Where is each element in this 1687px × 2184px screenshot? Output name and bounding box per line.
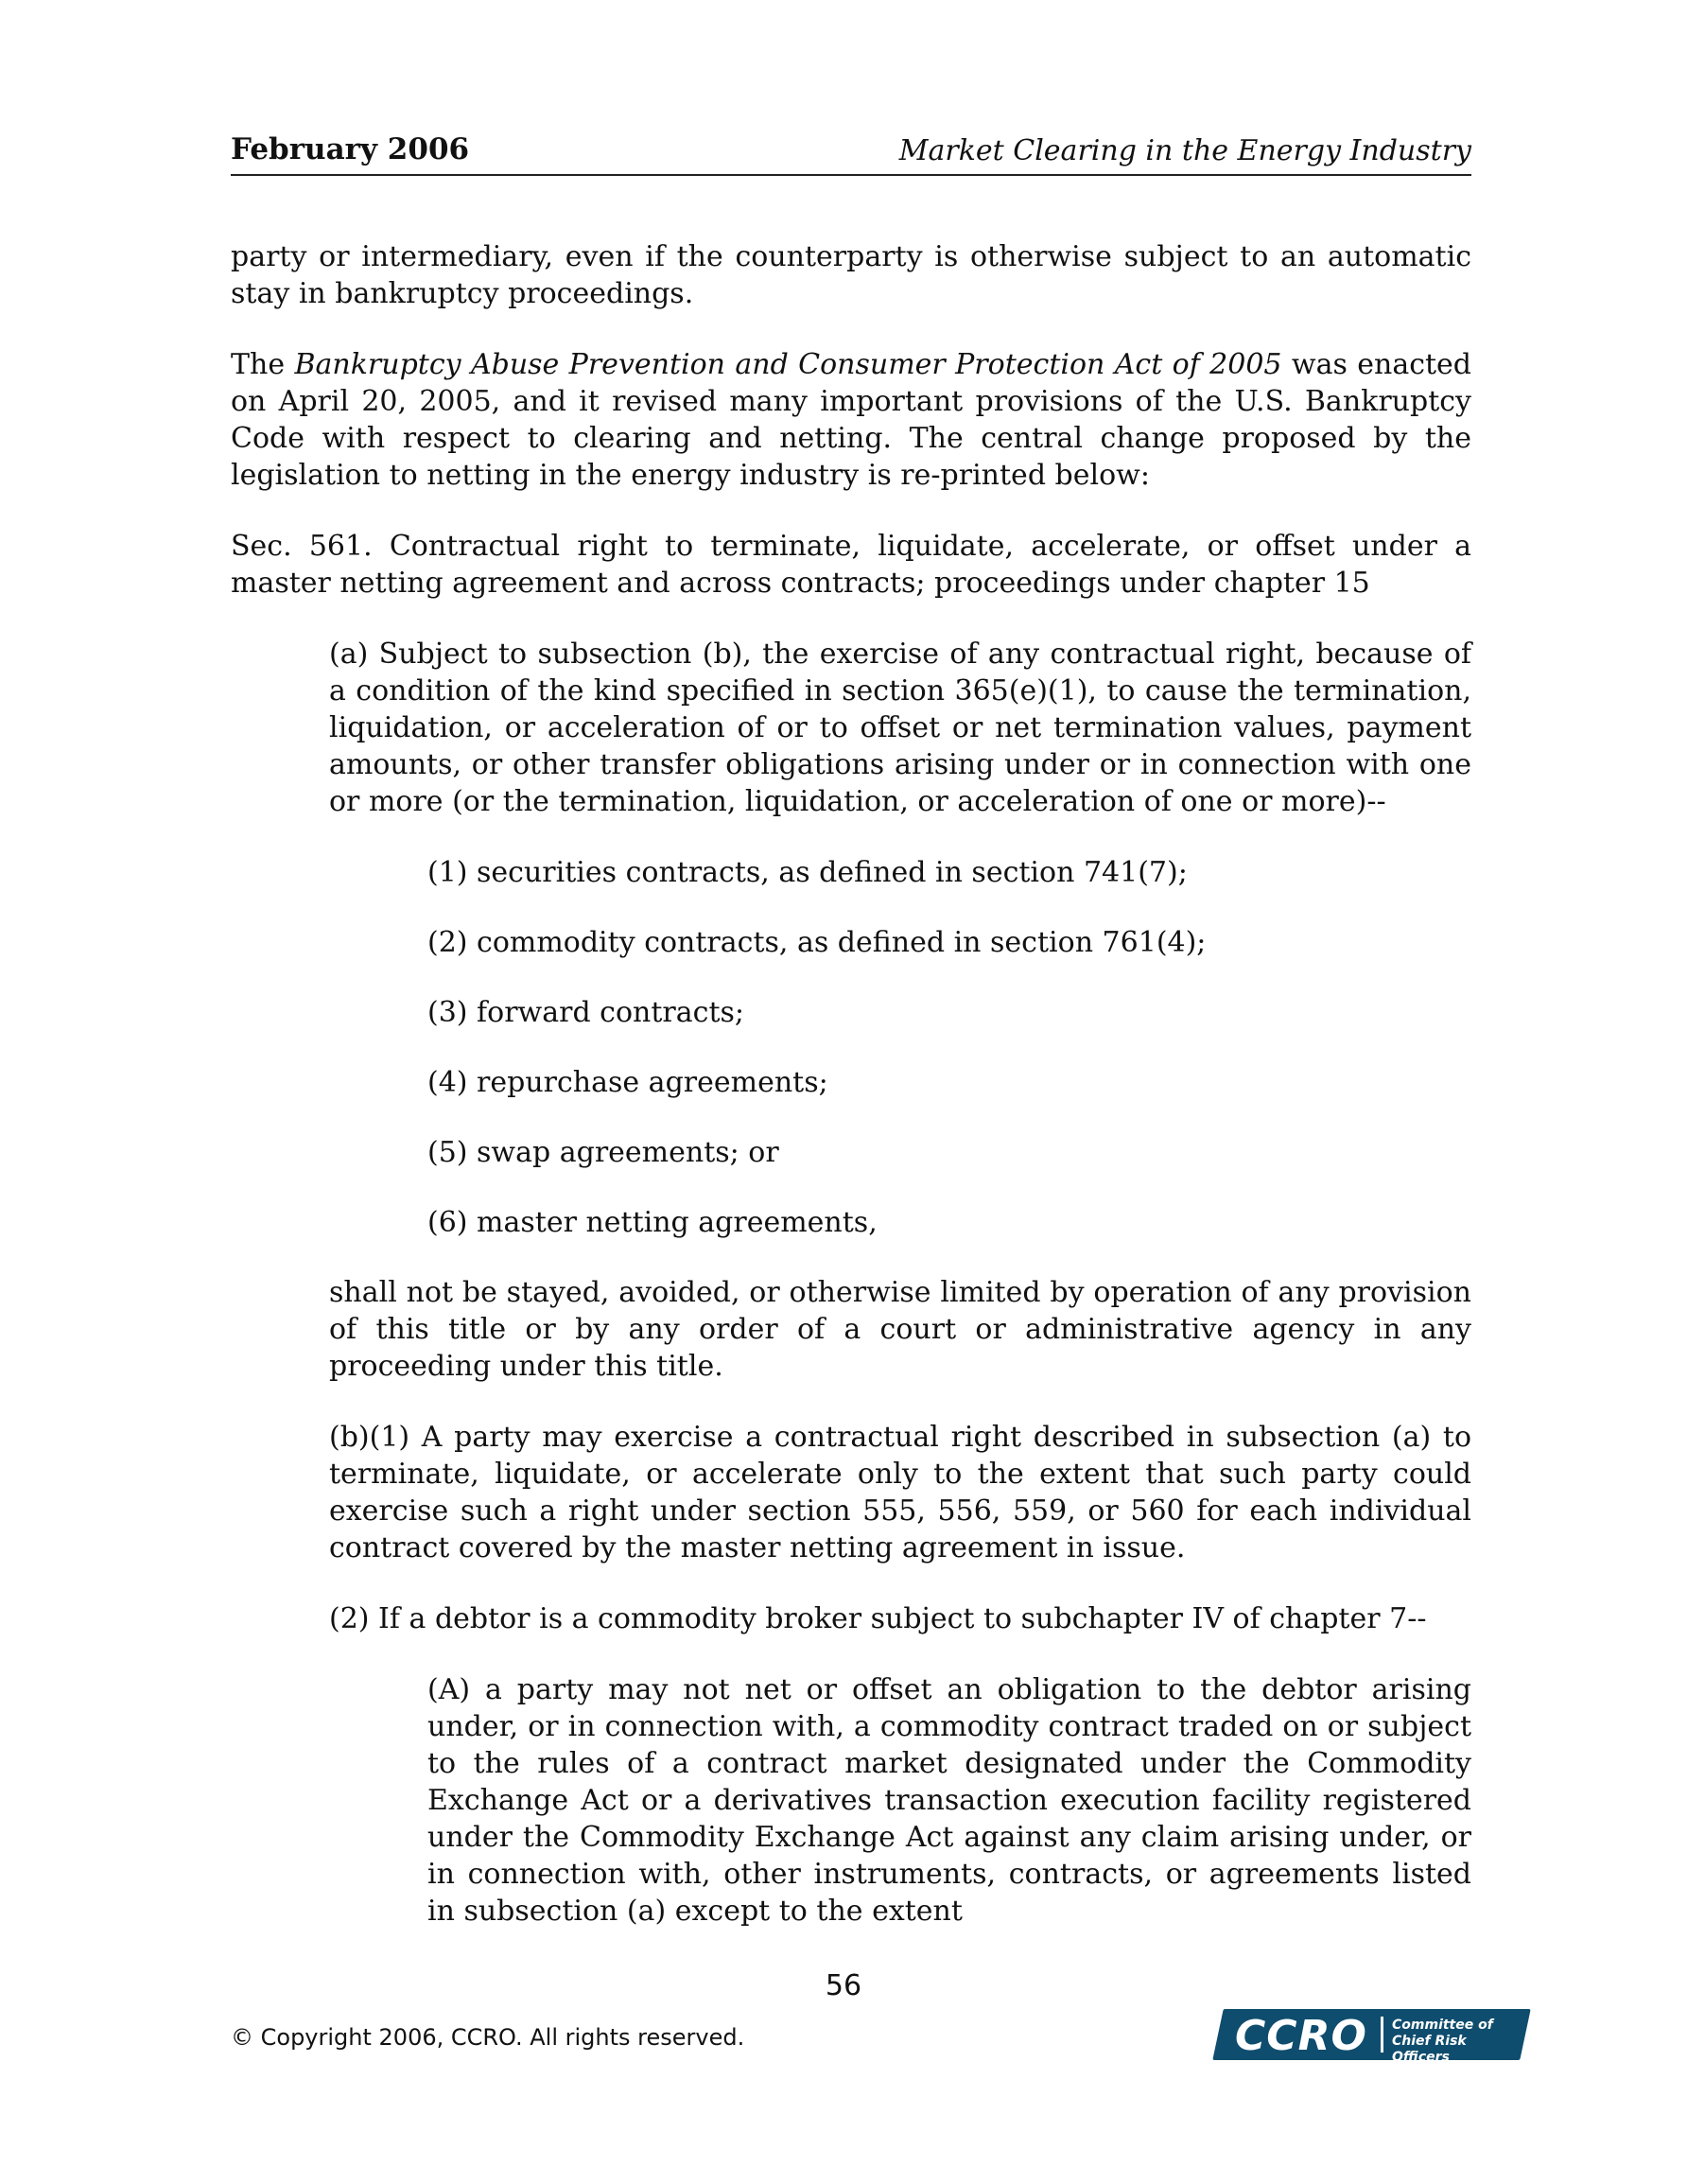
- list-item: (4) repurchase agreements;: [427, 1066, 828, 1099]
- subsection-b2: (2) If a debtor is a commodity broker subject to subchapter IV of chapter 7--: [329, 1602, 1427, 1635]
- list-item: (2) commodity contracts, as defined in section 761(4);: [427, 926, 1207, 959]
- page-number: 56: [825, 1969, 862, 2002]
- list-item: (3) forward contracts;: [427, 996, 745, 1029]
- list-item: (1) securities contracts, as defined in section 741(7);: [427, 856, 1188, 889]
- document-body: [231, 238, 1471, 1964]
- header-date: February 2006: [231, 132, 470, 166]
- shall-not-clause: shall not be stayed, avoided, or otherwise limited by operation of any provision of this title or by any order of a court or administrative agency in any proceeding under this title.: [329, 1276, 1471, 1383]
- list-item: (5) swap agreements; or: [427, 1136, 779, 1169]
- section-heading: Sec. 561. Contractual right to terminate, liquidate, accelerate, or offset under a master netting agreement and across contracts; proceedings under chapter 15: [231, 530, 1471, 600]
- paragraph-continuation: party or intermediary, even if the counterparty is otherwise subject to an automatic stay in bankruptcy proceedings.: [231, 240, 1471, 310]
- ccro-logo: [1212, 2009, 1530, 2065]
- logo-mark: CCRO: [1235, 2012, 1367, 2060]
- act-title: Bankruptcy Abuse Prevention and Consumer Protection Act of 2005: [294, 348, 1282, 381]
- page-header: [231, 132, 1471, 176]
- act-intro-prefix: The: [231, 348, 295, 381]
- logo-divider: [1381, 2017, 1383, 2053]
- paragraph-act-intro: [231, 346, 1471, 494]
- subsection-b1: (b)(1) A party may exercise a contractual right described in subsection (a) to terminate, liquidate, or accelerate only to the extent that such party could exercise such a right under section 555, 556, 559, or 560 for each individual contract covered by the master netting agreement in issue.: [329, 1421, 1471, 1564]
- list-item: (6) master netting agreements,: [427, 1206, 878, 1239]
- act-intro-rest: was enacted on April 20, 2005, and it revised many important provisions of the U.S. Bankruptcy Code with respect to clearing and netting. The central change proposed by the legislation to netting in the energy industry is re-printed below:: [231, 348, 1472, 492]
- copyright-notice: © Copyright 2006, CCRO. All rights reserved.: [231, 2024, 745, 2051]
- subsection-b2-A: (A) a party may not net or offset an obligation to the debtor arising under, or in connection with, a commodity contract traded on or subject to the rules of a contract market designated under the Commodity Exchange Act or a derivatives transaction execution facility registered under the Commodity Exchange Act against any claim arising under, or in connection with, other instruments, contracts, or agreements listed in subsection (a) except to the extent: [427, 1673, 1471, 1928]
- header-title: Market Clearing in the Energy Industry: [898, 134, 1471, 167]
- subsection-a: (a) Subject to subsection (b), the exercise of any contractual right, because of a condition of the kind specified in section 365(e)(1), to cause the termination, liquidation, or acceleration of or to offset or net termination values, payment amounts, or other transfer obligations arising under or in connection with one or more (or the termination, liquidation, or acceleration of one or more)--: [329, 638, 1471, 818]
- logo-tagline: Committee of Chief Risk Officers: [1392, 2018, 1493, 2065]
